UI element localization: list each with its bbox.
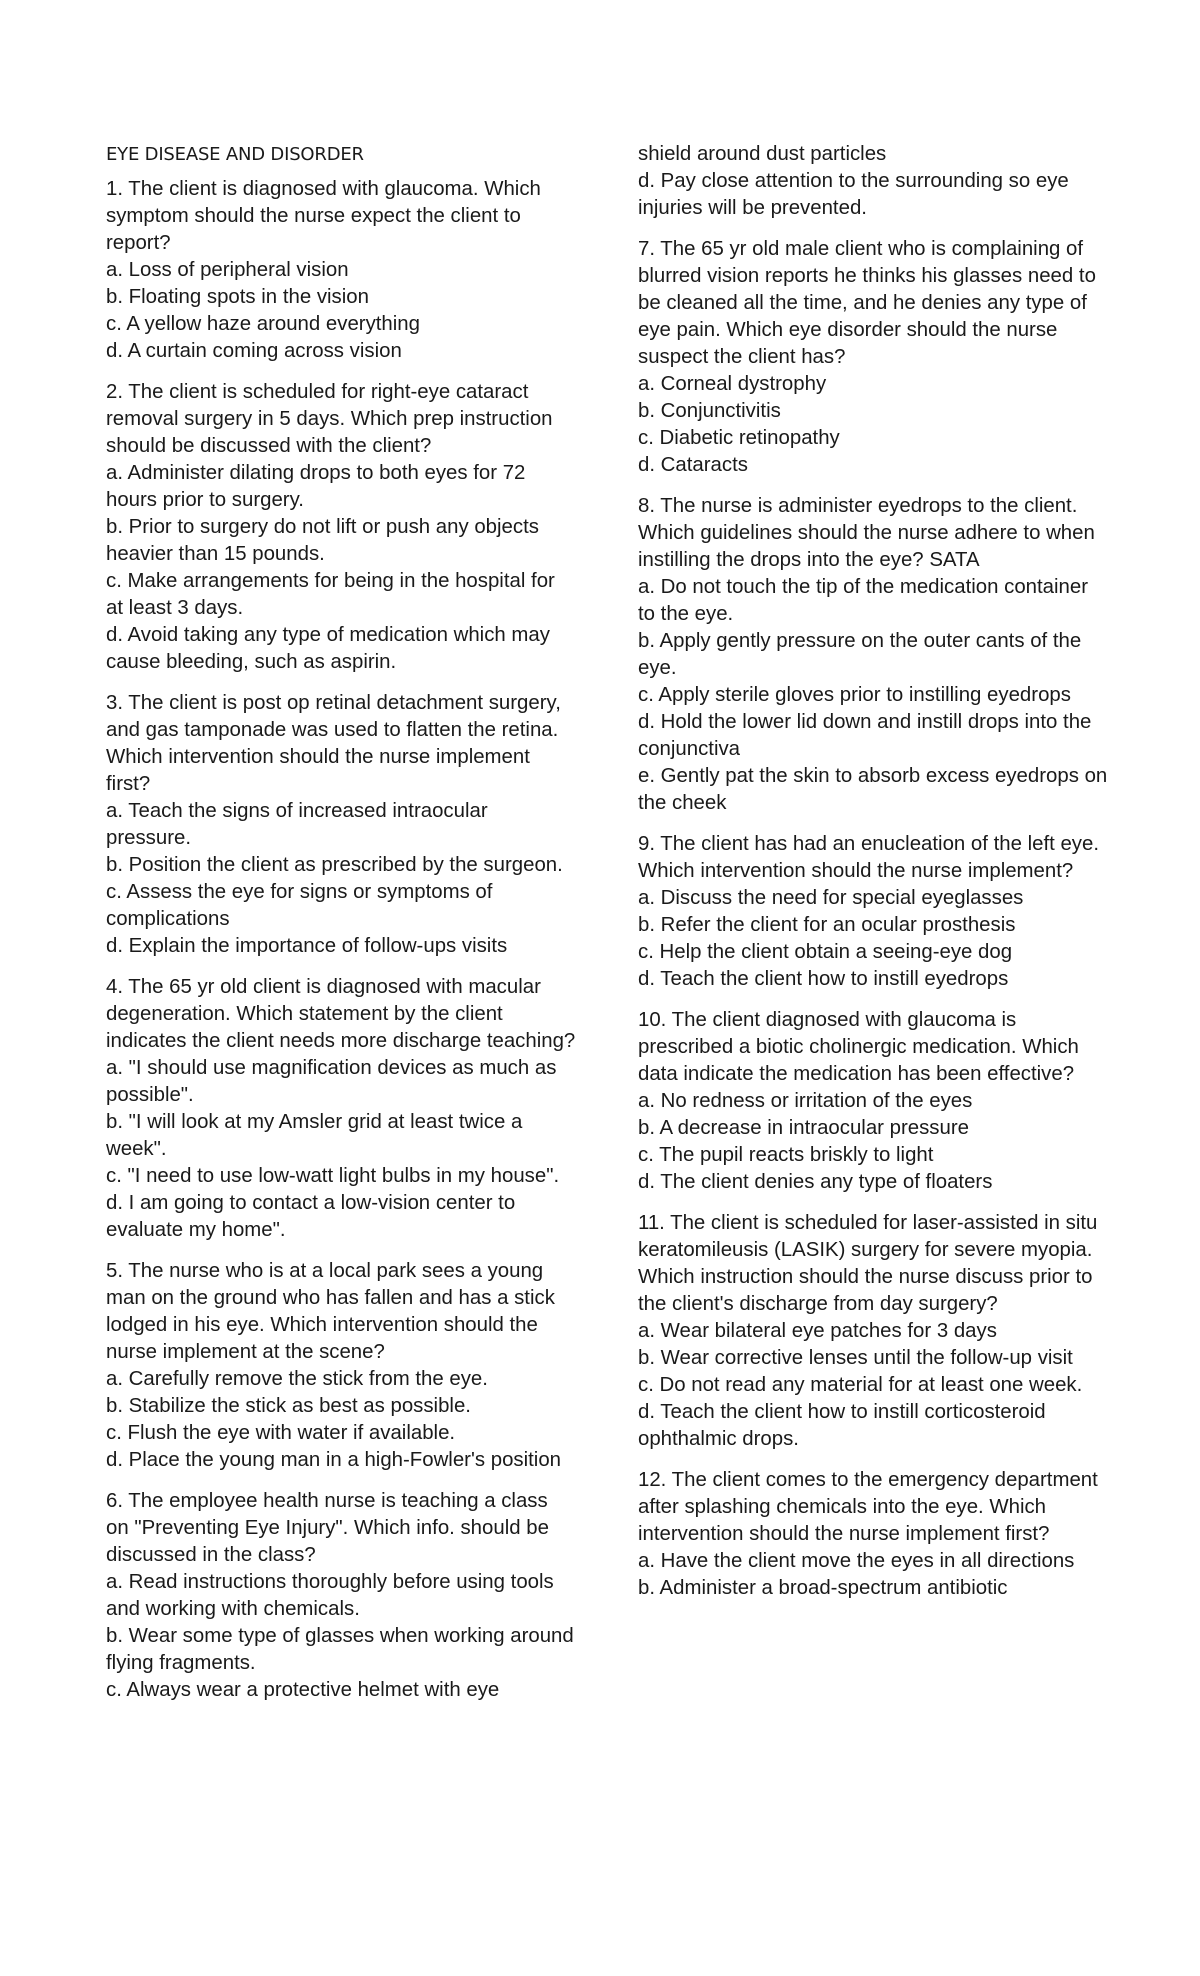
answer-option: b. "I will look at my Amsler grid at least twice a week". (106, 1111, 523, 1160)
answer-option: b. Stabilize the stick as best as possible. (106, 1395, 471, 1417)
answer-option: d. Cataracts (638, 454, 748, 476)
answer-option: d. Hold the lower lid down and instill drops into the conjunctiva (638, 711, 1092, 760)
question-stem: 10. The client diagnosed with glaucoma is prescribed a biotic cholinergic medication. Which data indicate the medication has been effective? (638, 1009, 1079, 1085)
question-stem: 7. The 65 yr old male client who is complaining of blurred vision reports he thinks his glasses need to be cleaned all the time, and he denies any type of eye pain. Which eye disorder should the nurse suspect the client has? (638, 238, 1096, 368)
answer-option: b. Prior to surgery do not lift or push any objects heavier than 15 pounds. (106, 516, 539, 565)
answer-option: a. No redness or irritation of the eyes (638, 1090, 973, 1112)
answer-option: a. Have the client move the eyes in all directions (638, 1550, 1075, 1572)
answer-option: d. Avoid taking any type of medication which may cause bleeding, such as aspirin. (106, 624, 550, 673)
continued-text: d. Pay close attention to the surrounding so eye injuries will be prevented. (638, 170, 1069, 219)
question-stem: 12. The client comes to the emergency department after splashing chemicals into the eye. Which intervention should the nurse implement first? (638, 1469, 1098, 1545)
answer-option: b. Conjunctivitis (638, 400, 781, 422)
answer-option: c. Apply sterile gloves prior to instilling eyedrops (638, 684, 1071, 706)
left-question-list (106, 176, 576, 1704)
answer-option: a. Read instructions thoroughly before using tools and working with chemicals. (106, 1571, 554, 1620)
answer-option: a. Carefully remove the stick from the eye. (106, 1368, 488, 1390)
answer-option: b. Wear corrective lenses until the follow-up visit (638, 1347, 1073, 1369)
question-block (106, 690, 576, 960)
question-stem: 6. The employee health nurse is teaching a class on "Preventing Eye Injury". Which info. should be discussed in the class? (106, 1490, 549, 1566)
answer-option: d. Place the young man in a high-Fowler's position (106, 1449, 562, 1471)
answer-option: a. Corneal dystrophy (638, 373, 827, 395)
question-stem: 3. The client is post op retinal detachment surgery, and gas tamponade was used to flatten the retina. Which intervention should the nurse implement first? (106, 692, 561, 795)
answer-option: b. Administer a broad-spectrum antibiotic (638, 1577, 1008, 1599)
question-block (638, 1007, 1108, 1196)
question-block (106, 176, 576, 365)
question-stem: 2. The client is scheduled for right-eye cataract removal surgery in 5 days. Which prep instruction should be discussed with the client? (106, 381, 553, 457)
question-block (106, 1488, 576, 1704)
answer-option: c. Make arrangements for being in the hospital for at least 3 days. (106, 570, 555, 619)
answer-option: d. I am going to contact a low-vision center to evaluate my home". (106, 1192, 516, 1241)
answer-option: d. A curtain coming across vision (106, 340, 402, 362)
answer-option: a. Teach the signs of increased intraocular pressure. (106, 800, 488, 849)
answer-option: e. Gently pat the skin to absorb excess eyedrops on the cheek (638, 765, 1108, 814)
question-block (106, 974, 576, 1244)
question-6-continuation (638, 141, 1108, 222)
question-stem: 1. The client is diagnosed with glaucoma. Which symptom should the nurse expect the client to report? (106, 178, 541, 254)
answer-option: c. Diabetic retinopathy (638, 427, 840, 449)
answer-option: a. Do not touch the tip of the medication container to the eye. (638, 576, 1089, 625)
answer-option: c. "I need to use low-watt light bulbs in my house". (106, 1165, 560, 1187)
answer-option: d. Teach the client how to instill eyedrops (638, 968, 1009, 990)
answer-option: b. Refer the client for an ocular prosthesis (638, 914, 1016, 936)
answer-option: c. A yellow haze around everything (106, 313, 420, 335)
answer-option: a. Wear bilateral eye patches for 3 days (638, 1320, 997, 1342)
answer-option: a. Discuss the need for special eyeglasses (638, 887, 1024, 909)
answer-option: a. Administer dilating drops to both eyes for 72 hours prior to surgery. (106, 462, 526, 511)
answer-option: d. Teach the client how to instill corticosteroid ophthalmic drops. (638, 1401, 1046, 1450)
document-title: EYE DISEASE AND DISORDER (106, 144, 364, 165)
question-block (106, 379, 576, 676)
question-block (638, 1467, 1108, 1602)
answer-option: b. Floating spots in the vision (106, 286, 369, 308)
answer-option: d. The client denies any type of floaters (638, 1171, 993, 1193)
answer-option: b. Wear some type of glasses when working around flying fragments. (106, 1625, 574, 1674)
question-block (638, 236, 1108, 479)
answer-option: c. Do not read any material for at least one week. (638, 1374, 1083, 1396)
right-question-list (638, 236, 1108, 1602)
question-block (638, 493, 1108, 817)
question-stem: 5. The nurse who is at a local park sees a young man on the ground who has fallen and has a stick lodged in his eye. Which intervention should the nurse implement at the scene? (106, 1260, 555, 1363)
question-block (106, 1258, 576, 1474)
left-column (106, 141, 576, 1718)
answer-option: b. Position the client as prescribed by the surgeon. (106, 854, 563, 876)
question-block (638, 1210, 1108, 1453)
answer-option: a. "I should use magnification devices as much as possible". (106, 1057, 557, 1106)
question-stem: 4. The 65 yr old client is diagnosed with macular degeneration. Which statement by the client indicates the client needs more discharge teaching? (106, 976, 576, 1052)
answer-option: c. Always wear a protective helmet with eye (106, 1679, 500, 1701)
answer-option: c. Help the client obtain a seeing-eye dog (638, 941, 1013, 963)
answer-option: c. The pupil reacts briskly to light (638, 1144, 934, 1166)
answer-option: d. Explain the importance of follow-ups visits (106, 935, 508, 957)
question-stem: 8. The nurse is administer eyedrops to the client. Which guidelines should the nurse adhere to when instilling the drops into the eye? SATA (638, 495, 1095, 571)
answer-option: b. Apply gently pressure on the outer cants of the eye. (638, 630, 1082, 679)
answer-option: a. Loss of peripheral vision (106, 259, 349, 281)
right-column (638, 141, 1108, 1616)
question-block (638, 831, 1108, 993)
question-stem: 11. The client is scheduled for laser-assisted in situ keratomileusis (LASIK) surgery for severe myopia. Which instruction should the nurse discuss prior to the client's discharge from day surgery? (638, 1212, 1098, 1315)
answer-option: c. Assess the eye for signs or symptoms of complications (106, 881, 493, 930)
answer-option: c. Flush the eye with water if available. (106, 1422, 456, 1444)
question-stem: 9. The client has had an enucleation of the left eye. Which intervention should the nurse implement? (638, 833, 1099, 882)
answer-option: b. A decrease in intraocular pressure (638, 1117, 969, 1139)
continued-text: shield around dust particles (638, 143, 887, 165)
